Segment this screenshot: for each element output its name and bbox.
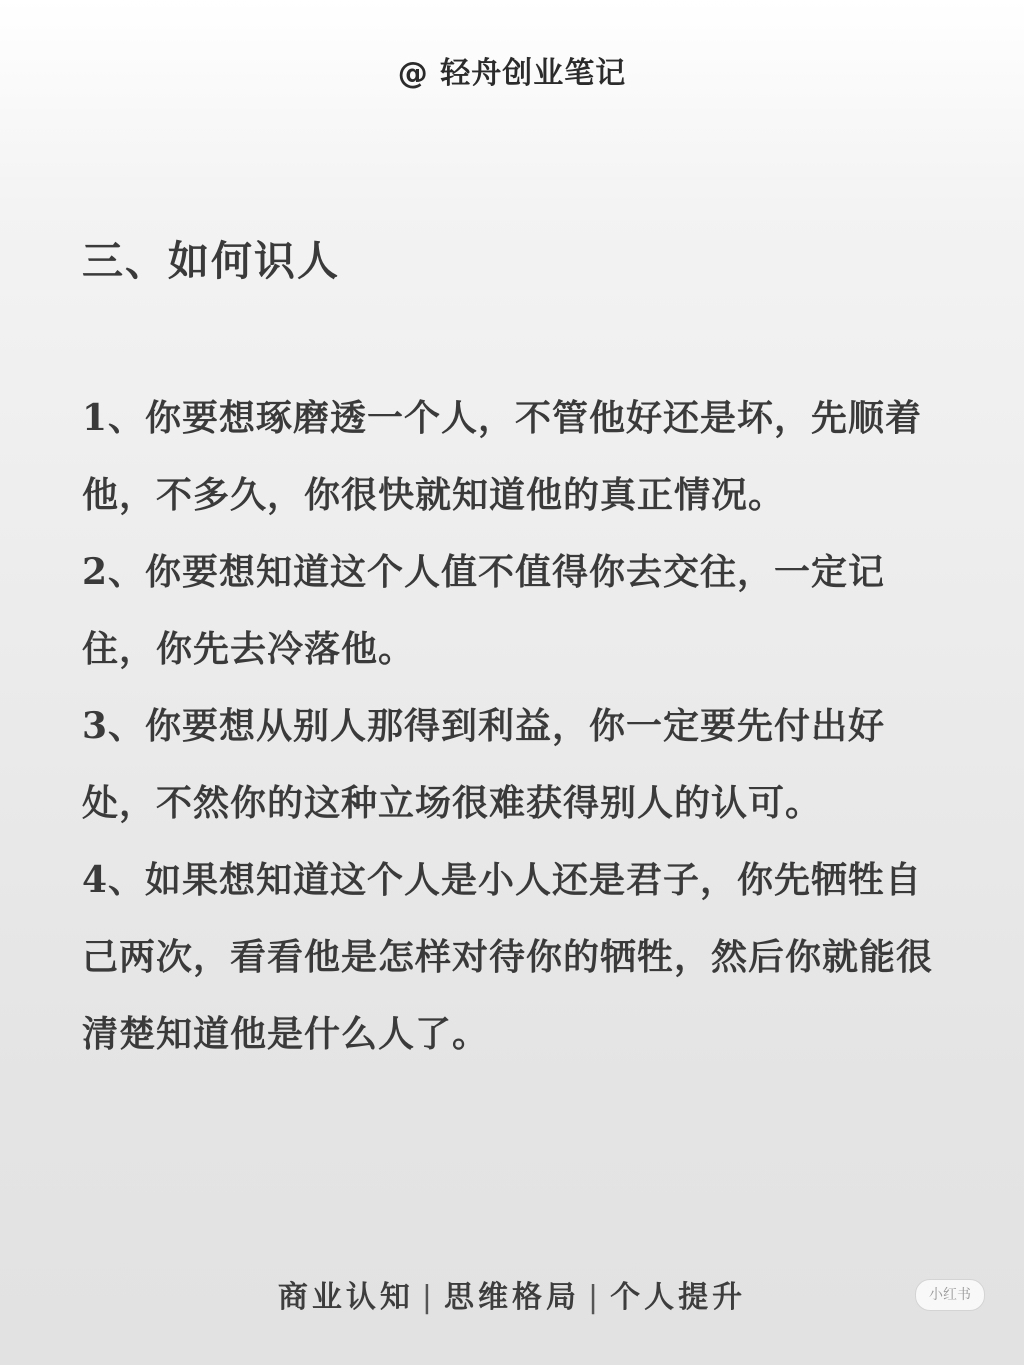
paragraph-4: 4、如果想知道这个人是小人还是君子，你先牺牲自己两次，看看他是怎样对待你的牺牲，然后你就能很清楚知道他是什么人了。 [82, 859, 934, 1055]
tag-separator: | [421, 1280, 436, 1315]
article-body [82, 380, 942, 1073]
author-handle: @ 轻舟创业笔记 [397, 56, 627, 91]
tag-separator: | [588, 1280, 603, 1315]
tag-thinking-pattern: 思维格局 [444, 1280, 580, 1315]
paragraph-2: 2、你要想知道这个人值不值得你去交往，一定记住，你先去冷落他。 [82, 551, 886, 670]
tag-personal-growth: 个人提升 [610, 1280, 747, 1315]
tag-business-cognition: 商业认知 [277, 1280, 414, 1315]
paragraph-3: 3、你要想从别人那得到利益，你一定要先付出好处，不然你的这种立场很难获得别人的认可。 [82, 705, 886, 824]
section-title: 三、如何识人 [82, 237, 340, 285]
footer-tags [0, 1272, 1024, 1316]
xiaohongshu-watermark: 小红书 [915, 1279, 985, 1311]
paragraph-1: 1、你要想琢磨透一个人，不管他好还是坏，先顺着他，不多久，你很快就知道他的真正情况。 [82, 397, 923, 516]
